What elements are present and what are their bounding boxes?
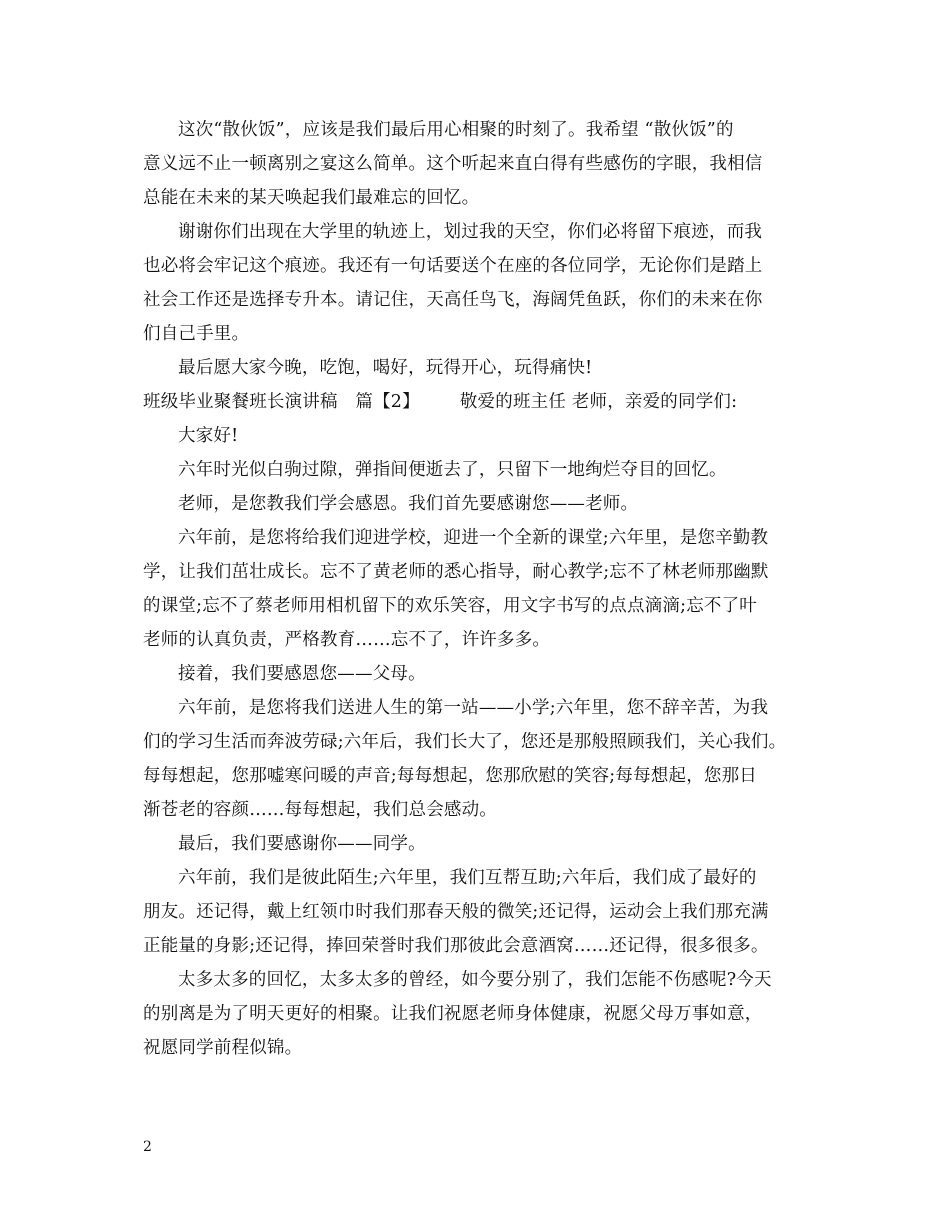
text-line: 渐苍老的容颜……每每想起，我们总会感动。 bbox=[143, 800, 497, 820]
text-line: 六年前，我们是彼此陌生;六年里，我们互帮互助;六年后，我们成了最好的 bbox=[178, 868, 757, 888]
text-line: 最后愿大家今晚，吃饱，喝好，玩得开心，玩得痛快! bbox=[178, 358, 593, 378]
section-heading: 班级毕业聚餐班长演讲稿 篇【2】 bbox=[143, 392, 420, 412]
text-line: 太多太多的回忆，太多太多的曾经，如今要分别了，我们怎能不伤感呢?今天 bbox=[178, 970, 772, 990]
text-line: 的别离是为了明天更好的相聚。让我们祝愿老师身体健康，祝愿父母万事如意， bbox=[143, 1004, 763, 1024]
text-line: 最后，我们要感谢你——同学。 bbox=[178, 834, 426, 854]
section-heading-line bbox=[143, 390, 737, 414]
text-line: 总能在未来的某天唤起我们最难忘的回忆。 bbox=[143, 188, 480, 208]
text-line: 每每想起，您那嘘寒问暖的声音;每每想起，您那欣慰的笑容;每每想起，您那日 bbox=[143, 766, 757, 786]
salutation: 敬爱的班主任 老师，亲爱的同学们: bbox=[459, 392, 738, 412]
text-line: 的课堂;忘不了蔡老师用相机留下的欢乐笑容，用文字书写的点点滴滴;忘不了叶 bbox=[143, 596, 757, 616]
page-number: 2 bbox=[143, 1139, 152, 1155]
text-line: 祝愿同学前程似锦。 bbox=[143, 1038, 303, 1058]
text-line: 也必将会牢记这个痕迹。我还有一句话要送个在座的各位同学，无论你们是踏上 bbox=[143, 256, 763, 276]
text-line: 大家好! bbox=[178, 426, 239, 446]
text-line: 老师，是您教我们学会感恩。我们首先要感谢您——老师。 bbox=[178, 494, 639, 514]
text-line: 老师的认真负责，严格教育……忘不了，许许多多。 bbox=[143, 630, 551, 650]
text-line: 们的学习生活而奔波劳碌;六年后，我们长大了，您还是那般照顾我们，关心我们。 bbox=[143, 732, 787, 752]
text-line: 学，让我们茁壮成长。忘不了黄老师的悉心指导，耐心教学;忘不了林老师那幽默 bbox=[143, 562, 769, 582]
text-line: 社会工作还是选择专升本。请记住，天高任鸟飞，海阔凭鱼跃，你们的未来在你 bbox=[143, 290, 763, 310]
text-line: 接着，我们要感恩您——父母。 bbox=[178, 664, 426, 684]
text-line: 六年时光似白驹过隙，弹指间便逝去了，只留下一地绚烂夺目的回忆。 bbox=[178, 460, 727, 480]
text-line: 意义远不止一顿离别之宴这么简单。这个听起来直白得有些感伤的字眼，我相信 bbox=[143, 154, 763, 174]
text-line: 们自己手里。 bbox=[143, 324, 250, 344]
text-line: 六年前，是您将给我们迎进学校，迎进一个全新的课堂;六年里，是您辛勤教 bbox=[178, 528, 769, 548]
text-line: 六年前，是您将我们送进人生的第一站——小学;六年里，您不辞辛苦，为我 bbox=[178, 698, 769, 718]
text-line: 谢谢你们出现在大学里的轨迹上，划过我的天空，你们必将留下痕迹，而我 bbox=[178, 222, 763, 242]
text-line: 这次“散伙饭”，应该是我们最后用心相聚的时刻了。我希望 “散伙饭”的 bbox=[178, 120, 734, 140]
text-line: 正能量的身影;还记得，捧回荣誉时我们那彼此会意酒窝……还记得，很多很多。 bbox=[143, 936, 769, 956]
text-line: 朋友。还记得，戴上红领巾时我们那春天般的微笑;还记得，运动会上我们那充满 bbox=[143, 902, 769, 922]
